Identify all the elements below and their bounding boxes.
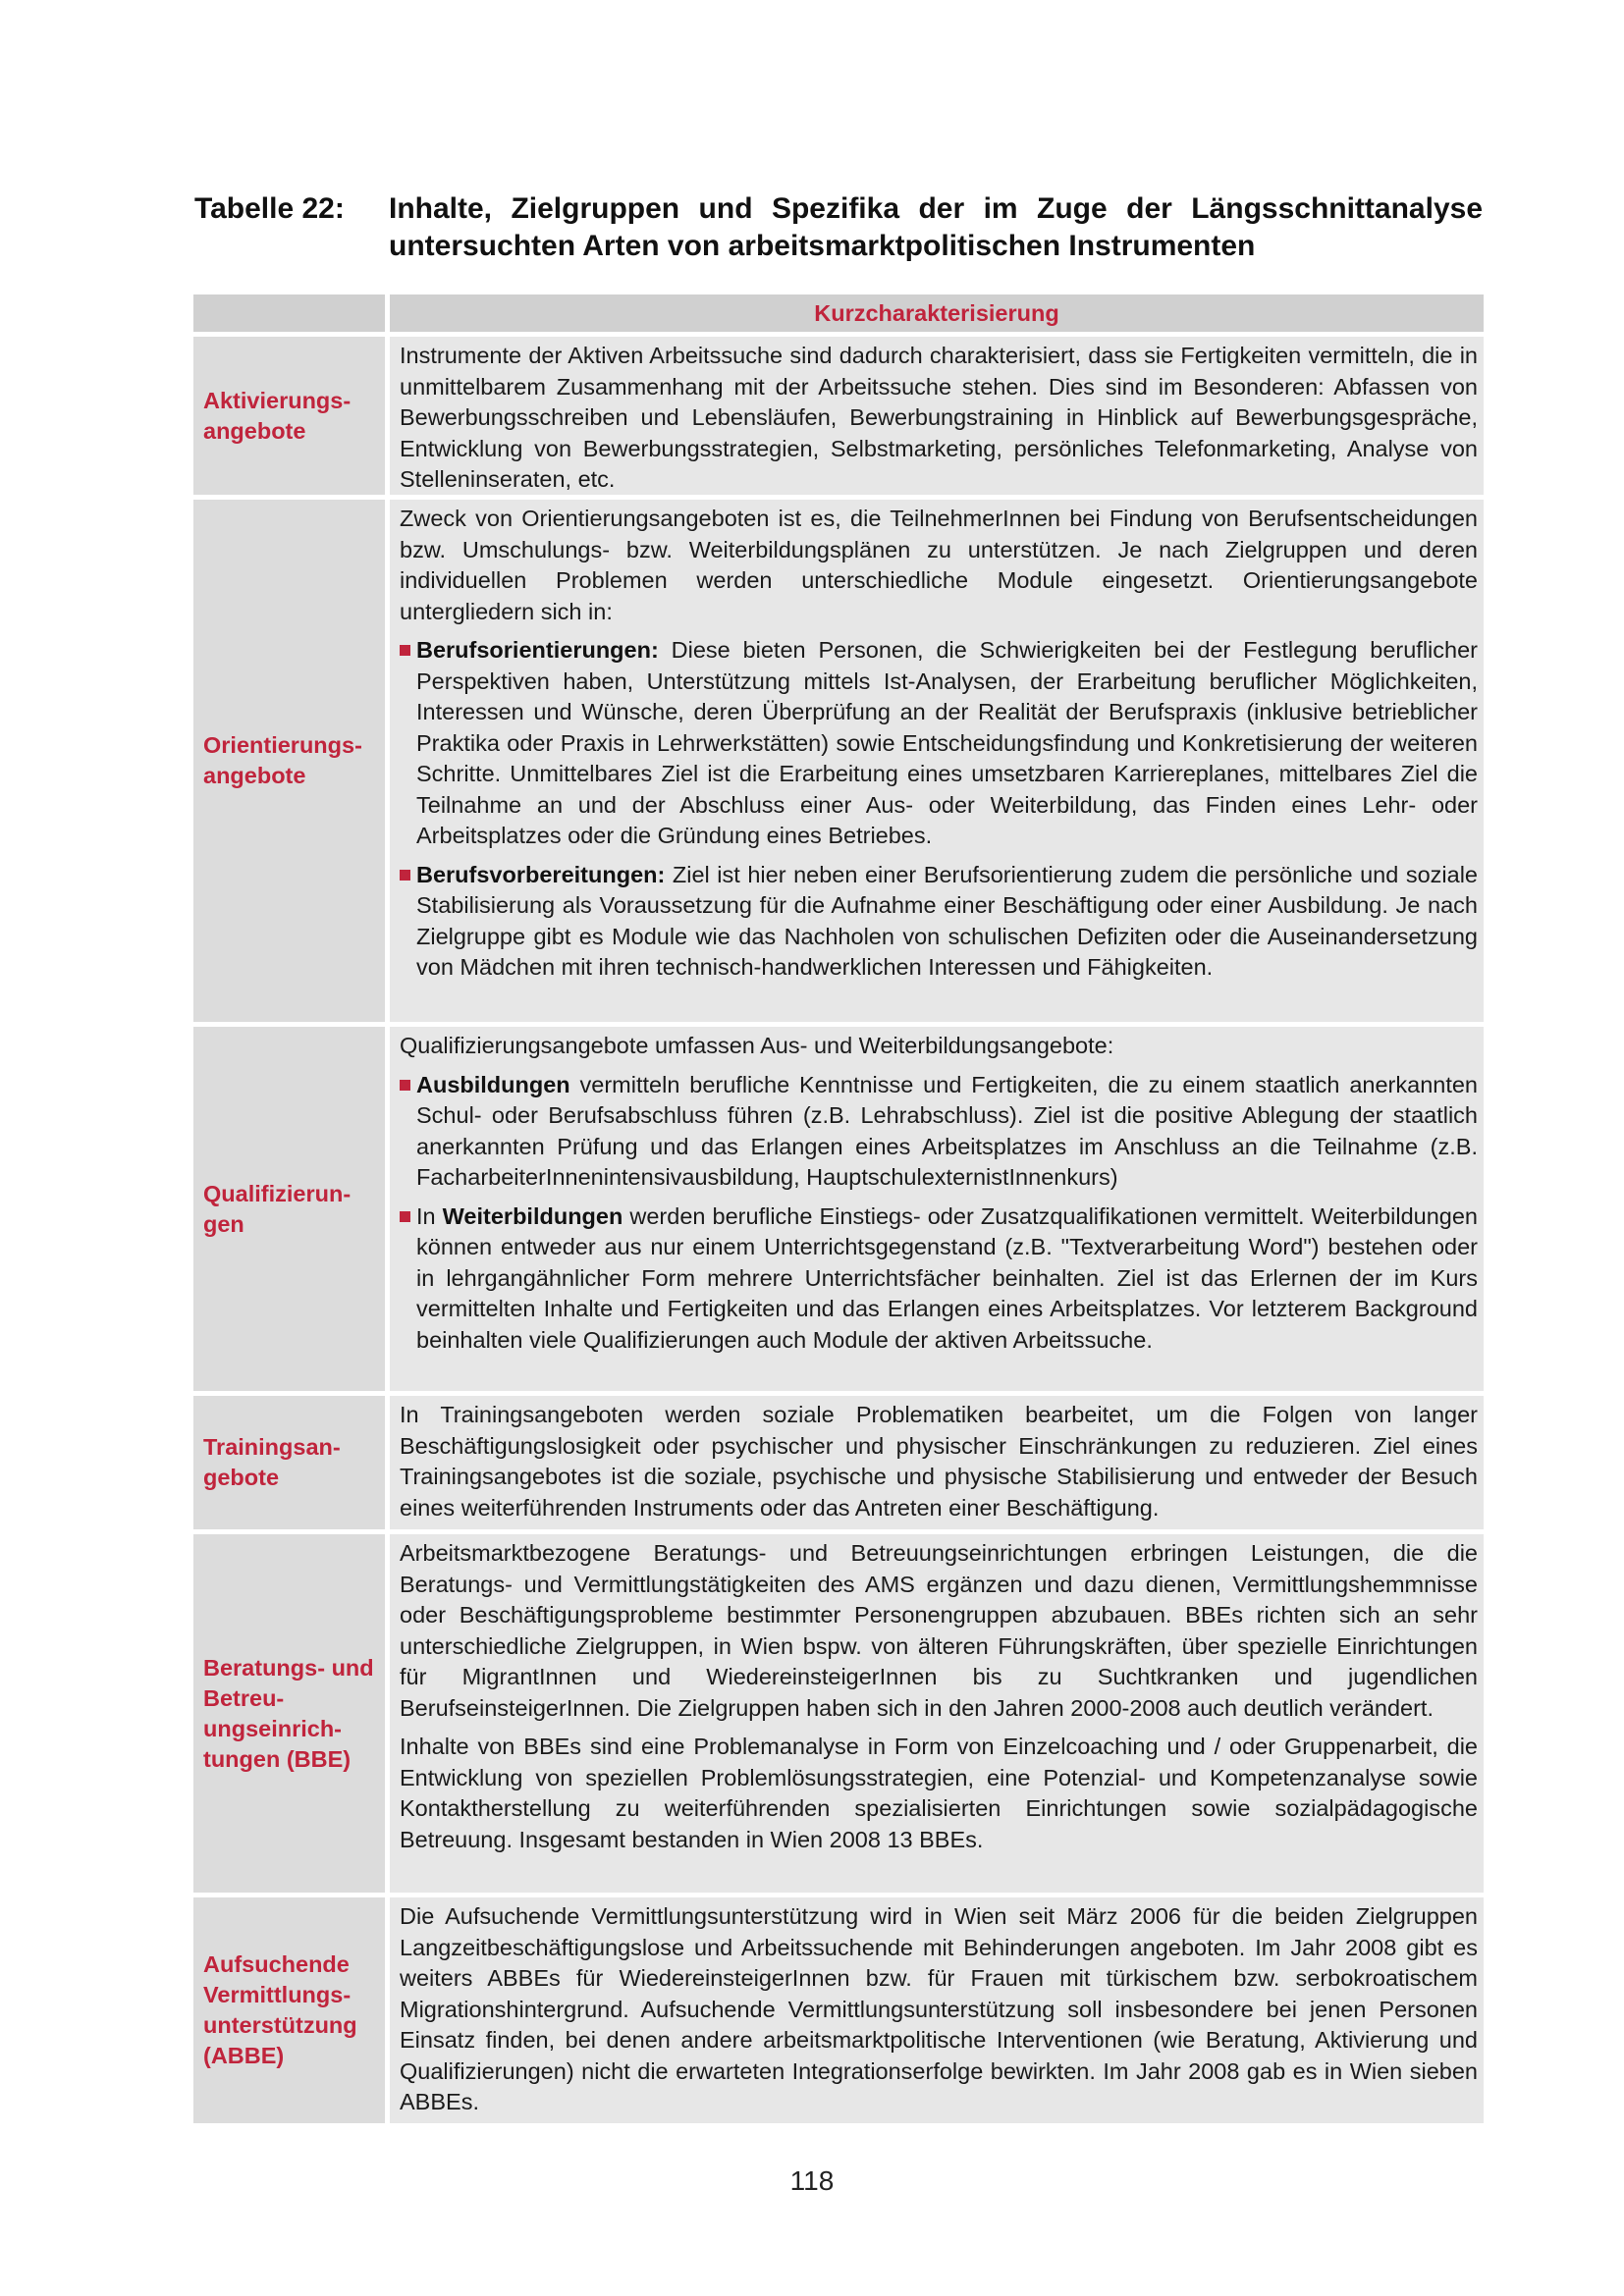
page-title [194,190,1483,265]
paragraph: Inhalte von BBEs sind eine Problemanalyse in Form von Einzelcoaching und / oder Gruppenarbeit, die Entwicklung von speziellen Problemlösungsstrategien, eine Potenzial- und Kompetenzanalyse sowie Kontaktherstellung zu weiterführenden spezialisierten Einrichtungen sowie sozialpädagogische Betreuung. Insgesamt bestanden in Wien 2008 13 BBEs. [400,1734,1478,1852]
bullet-text: Diese bieten Personen, die Schwierigkeiten bei der Festlegung beruflicher Perspektiven haben, Unterstützung mittels Ist-Analysen, der Erarbeitung beruflicher Möglichkeiten, Interessen und Wünsche, deren Überprüfung an der Realität der Berufspraxis (inklusive betrieblicher Praktika oder Praxis in Lehrwerkstätten) sowie Entscheidungsfindung und Konkretisierung der weiteren Schritte. Unmittelbares Ziel ist die Erarbeitung eines umsetzbaren Karriereplanes, mittelbares Ziel die Teilnahme an und der Abschluss einer Aus- oder Weiterbildung, das Finden eines Lehr- oder Arbeitsplatzes oder die Gründung eines Betriebes. [416,637,1478,848]
row-content [390,337,1484,495]
table-header-row [193,294,1484,332]
row-content [390,1897,1484,2123]
square-bullet-icon [400,1211,410,1222]
paragraph: In Trainingsangeboten werden soziale Problematiken bearbeitet, um die Folgen von langer Beschäftigungslosigkeit oder psychischer und physischer Einschränkungen zu reduzieren. Ziel eines Trainingsangebotes ist die soziale, psychische und physische Stabilisierung und entweder der Besuch eines weiterführenden Instruments oder das Antreten einer Beschäftigung. [400,1402,1478,1521]
category-label: Aktivierungs-angebote [193,337,385,495]
table-row [193,1027,1484,1391]
square-bullet-icon [400,1080,410,1091]
row-content [390,500,1484,1022]
bullet-prefix: In [416,1202,443,1229]
row-content [390,1534,1484,1893]
table-label: Tabelle 22: [194,192,345,225]
category-label: Qualifizierun-gen [193,1027,385,1391]
paragraph: Arbeitsmarktbezogene Beratungs- und Betreuungseinrichtungen erbringen Leistungen, die die Beratungs- und Vermittlungstätigkeiten des AMS ergänzen und dazu dienen, Vermittlungshemmnisse oder Beschäftigungsprobleme bestimmter Personengruppen abzubauen. BBEs richten sich an sehr unterschiedliche Zielgruppen, in Wien bspw. von älteren Führungskräften, über spezielle Einrichtungen für MigrantInnen und WiedereinsteigerInnen bis zu Suchtkranken und jugendlichen BerufseinsteigerInnen. Die Zielgruppen haben sich in den Jahren 2000-2008 auch deutlich verändert. [400,1540,1478,1721]
bullet-term: Berufsorientierungen: [416,637,659,663]
paragraph: Instrumente der Aktiven Arbeitssuche sind dadurch charakterisiert, dass sie Fertigkeiten vermitteln, die in unmittelbarem Zusammenhang mit der Arbeitssuche stehen. Dies sind im Besonderen: Abfassen von Bewerbungsschreiben und Lebensläufen, Bewerbungstraining in Hinblick auf Bewerbungsgespräche, Entwicklung von Bewerbungsstrategien, Selbstmarketing, persönliches Telefonmarketing, Analyse von Stelleninseraten, etc. [400,343,1478,492]
bullet-item [400,860,1478,984]
bullet-term: Berufsvorbereitungen: [416,861,666,887]
paragraph: Qualifizierungsangebote umfassen Aus- und Weiterbildungsangebote: [400,1033,1114,1058]
bullet-text: Ziel ist hier neben einer Berufsorientierung zudem die persönliche und soziale Stabilisierung als Voraussetzung für die Aufnahme einer Beschäftigung oder einer Ausbildung. Je nach Zielgruppe gibt es Module wie das Nachholen von schulischen Defiziten oder die Auseinandersetzung von Mädchen mit ihren technisch-handwerklichen Interessen und Fähigkeiten. [416,861,1478,980]
category-label: Beratungs- und Betreu-ungseinrich-tungen (BBE) [193,1534,385,1893]
category-label: Aufsuchende Vermittlungs-unterstützung (ABBE) [193,1897,385,2123]
bullet-term: Weiterbildungen [442,1202,623,1229]
header-cell: Kurzcharakterisierung [390,294,1484,332]
square-bullet-icon [400,870,410,881]
table-row [193,1897,1484,2123]
bullet-text: vermitteln berufliche Kenntnisse und Fertigkeiten, die zu einem staatlich anerkannten Schul- oder Berufsabschluss führen (z.B. Lehrabschluss). Ziel ist die positive Ablegung der staatlich anerkannten Prüfung und das Erlangen eines Arbeitsplatzes im Anschluss an die Teilnahme (z.B. FacharbeiterInnenintensivausbildung, HauptschulexternistInnenkurs) [416,1071,1478,1190]
row-content [390,1027,1484,1391]
header-empty-cell [193,294,385,332]
bullet-item [400,635,1478,852]
bullet-item [400,1070,1478,1194]
table-row [193,1534,1484,1893]
characterization-table [193,294,1484,2123]
paragraph: Zweck von Orientierungsangeboten ist es, die TeilnehmerInnen bei Findung von Berufsentscheidungen bzw. Umschulungs- bzw. Weiterbildungsplänen zu unterstützen. Je nach Zielgruppen und deren individuellen Problemen werden unterschiedliche Module eingesetzt. Orientierungsangebote untergliedern sich in: [400,506,1478,624]
row-content [390,1396,1484,1529]
table-row [193,500,1484,1022]
bullet-text: werden berufliche Einstiegs- oder Zusatzqualifikationen vermittelt. Weiterbildungen können entweder aus nur einem Unterrichtsgegenstand (z.B. "Textverarbeitung Word") bestehen oder in lehrgangähnlicher Form mehrere Unterrichtsfächer beinhalten. Ziel ist das Erlernen der im Kurs vermittelten Inhalte und Fertigkeiten und das Erlangen eines Arbeitsplatzes. Vor letzterem Background beinhalten viele Qualifizierungen auch Module der aktiven Arbeitssuche. [416,1202,1478,1353]
bullet-term: Ausbildungen [416,1071,570,1097]
category-label: Trainingsan-gebote [193,1396,385,1529]
table-row [193,337,1484,495]
paragraph: Die Aufsuchende Vermittlungsunterstützung wird in Wien seit März 2006 für die beiden Zielgruppen Langzeitbeschäftigungslose und Arbeitssuchende mit Behinderungen angeboten. Im Jahr 2008 gibt es weiters ABBEs für WiedereinsteigerInnen bzw. für Frauen mit türkischem bzw. serbokroatischem Migrationshintergrund. Aufsuchende Vermittlungsunterstützung soll insbesondere bei jenen Personen Einsatz finden, bei denen andere arbeitsmarktpolitische Interventionen (wie Beratung, Aktivierung und Qualifizierungen) nicht die erwarteten Integrationserfolge bewirkten. Im Jahr 2008 gab es in Wien sieben ABBEs. [400,1903,1478,2114]
table-row [193,1396,1484,1529]
bullet-item [400,1201,1478,1357]
square-bullet-icon [400,645,410,656]
table-title: Inhalte, Zielgruppen und Spezifika der im Zuge der Längsschnittanalyse untersuchten Arten von arbeitsmarktpolitischen Instrumenten [389,192,1483,262]
category-label: Orientierungs-angebote [193,500,385,1022]
page-number: 118 [789,2165,835,2196]
